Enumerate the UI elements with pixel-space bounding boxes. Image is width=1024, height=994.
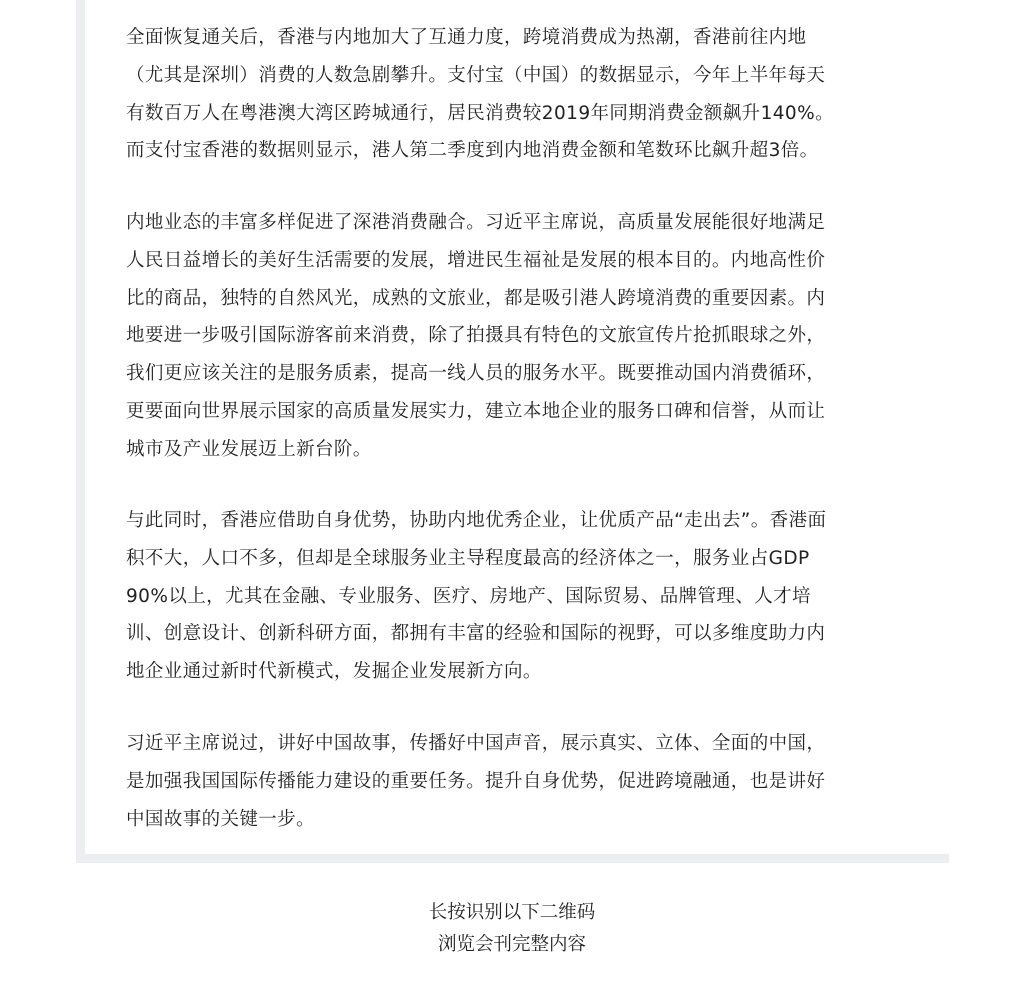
text-line: 更要面向世界展示国家的高质量发展实力，建立本地企业的服务口碑和信誉，从而让 — [126, 400, 826, 422]
text-line: （尤其是深圳）消费的人数急剧攀升。支付宝（中国）的数据显示，今年上半年每天 — [126, 64, 826, 86]
article-box — [76, 0, 949, 863]
article-paragraph-3 — [126, 502, 926, 691]
text-line: 习近平主席说过，讲好中国故事，传播好中国声音，展示真实、立体、全面的中国， — [126, 733, 826, 754]
qr-caption-line-2: 浏览会刊完整内容 — [437, 934, 586, 955]
text-line: 90%以上，尤其在金融、专业服务、医疗、房地产、国际贸易、品牌管理、人才培 — [126, 585, 811, 607]
text-line: 而支付宝香港的数据则显示，港人第二季度到内地消费金额和笔数环比飙升超3倍。 — [126, 140, 819, 162]
text-line: 积不大，人口不多，但却是全球服务业主导程度最高的经济体之一，服务业占GDP — [126, 547, 810, 569]
article-paragraph-4 — [126, 725, 926, 838]
text-line: 全面恢复通关后，香港与内地加大了互通力度，跨境消费成为热潮，香港前往内地 — [126, 27, 807, 48]
text-line: 城市及产业发展迈上新台阶。 — [126, 438, 372, 460]
qr-caption-line-1: 长按识别以下二维码 — [428, 902, 596, 923]
text-line: 地要进一步吸引国际游客前来消费，除了拍摄具有特色的文旅宣传片抢抓眼球之外， — [126, 325, 826, 347]
text-line: 比的商品，独特的自然风光，成熟的文旅业，都是吸引港人跨境消费的重要因素。内 — [126, 287, 826, 309]
text-line: 人民日益增长的美好生活需要的发展，增进民生福祉是发展的根本目的。内地高性价 — [126, 249, 826, 271]
text-line: 训、创意设计、创新科研方面，都拥有丰富的经验和国际的视野，可以多维度助力内 — [126, 623, 826, 645]
text-line: 地企业通过新时代新模式，发掘企业发展新方向。 — [126, 661, 542, 683]
text-line: 是加强我国国际传播能力建设的重要任务。提升自身优势，促进跨境融通，也是讲好 — [126, 770, 826, 792]
article-paragraph-2 — [126, 204, 926, 469]
text-line: 与此同时，香港应借助自身优势，协助内地优秀企业，让优质产品“走出去”。香港面 — [126, 510, 827, 531]
text-line: 中国故事的关键一步。 — [126, 808, 316, 830]
text-line: 内地业态的丰富多样促进了深港消费融合。习近平主席说，高质量发展能很好地满足 — [126, 212, 826, 233]
qr-caption — [0, 897, 1024, 961]
text-line: 我们更应该关注的是服务质素，提高一线人员的服务水平。既要推动国内消费循环， — [126, 363, 826, 385]
text-line: 有数百万人在粤港澳大湾区跨城通行，居民消费较2019年同期消费金额飙升140%。 — [126, 102, 834, 124]
article-paragraph-1 — [126, 19, 926, 170]
